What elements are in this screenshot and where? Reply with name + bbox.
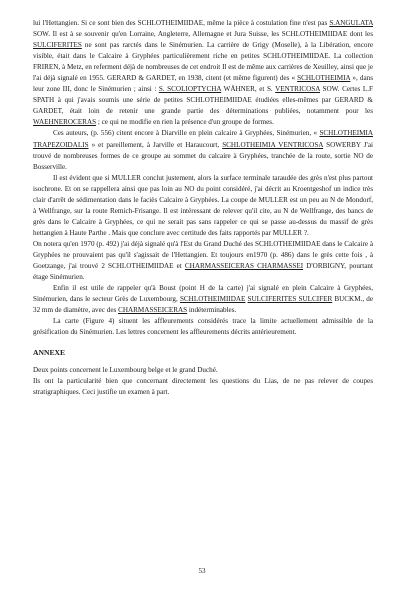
text-run: SOW. Certes L.F SPATH à qui j'avais soumis une série de petites SCHLOTHEIMIIDAE étudiées elles-mêmes par GERARD & GARDET, était loin de retenir une grande partie des déterminations publiées, notamment pour les [33, 85, 373, 116]
underlined-taxon: SCHLOTHEIMIA TRAPEZOIDALIS [33, 129, 373, 149]
page-number: 53 [198, 567, 206, 575]
paragraph-a1 [33, 365, 373, 376]
paragraph-p2 [33, 128, 373, 172]
text-run: » et pareillement, à Jarville et Haraucourt, [88, 140, 223, 149]
underlined-taxon: SCHLOTHEIMIIDAE [179, 295, 246, 304]
paragraph-p4 [33, 239, 373, 283]
text-run: La carte (Figure 4) situent les affleurements considérés trace la limite actuellement admissible de la grésification du Sinémurien. Les lettres concernent les affleurements décrits antérieurement. [33, 317, 373, 337]
text-run: Deux points concernent le Luxembourg belge et le grand Duché. [33, 366, 218, 375]
text-run: Il est évident que si MULLER conclut justement, alors la surface terminale taraudée des grès n'est plus partout isochrone. Et on se rappellera ainsi que pas loin au NO du point considéré, j'ai décrit au Kroentgeshof un indice très clair d'arrêt de sédimentation dans le faciès Calcaire à Gryphées. La coupe de MULLER est un peu au N de Mondorf, à Wellfrange, sur la route Remich-Frisange. Il est intéressant de relever qu'il cite, au N de Wellfrange, des bancs de grès dans le Calcaire à Gryphées, ce qui ne serait pas sans rappeler ce qui se passe au-dessus du massif de grès hettangien à Haute Parthe . Mais que conclure avec certitude des faits rapportés par MULLER ?. [33, 173, 373, 237]
text-run: indéterminables. [187, 306, 237, 315]
underlined-taxon: CHARMASSEICERAS CHARMASSEI [184, 262, 304, 271]
paragraph-p5 [33, 283, 373, 316]
underlined-taxon: S.ANGULATA [329, 19, 373, 27]
text-run: On notera qu'en 1970 (p. 492) j'ai déjà signalé qu'à l'Est du Grand Duché des SCHLOTHEIMIIDAE dans le Calcaire à Gryphées ne prouvaient pas qu'il s'agissait de l'Hettangien. Et toujours en1970 (p. 486) dans le grès cette fois , à Goetzange, j'ai trouvé 2 SCHLOTHEIMIIDAE et [33, 239, 373, 271]
underlined-taxon: SCHLOTHEIMIA VENTRICOSA [222, 140, 324, 149]
underlined-taxon: VENTRICOSA [275, 85, 320, 94]
text-run: lui l'Hettangien. Si ce sont bien des SCHLOTHEIMIIDAE, même la pièce à costulation fine n'est pas [33, 19, 330, 27]
annex-text [33, 365, 373, 398]
document-page [33, 18, 373, 399]
underlined-taxon: SULCIFERITES SULCIFER [247, 295, 333, 304]
text-run: Ils ont la particularité bien que concernant directement les questions du Lias, de ne pas relever de coupes stratigraphiques. Ceci justifie un examen à part. [33, 377, 373, 397]
underlined-taxon: CHARMASSEICERAS [118, 306, 188, 315]
body-text [33, 18, 373, 338]
paragraph-p3 [33, 173, 373, 239]
underlined-taxon: SCHLOTHEIMIA [297, 74, 351, 83]
paragraph-p1 [33, 18, 373, 128]
paragraph-p6 [33, 316, 373, 338]
text-run: SOW. Il est à se souvenir qu'en Lorraine, Angleterre, Allemagne et Jura Suisse, les SCHLOTHEIMIIDAE dont les [33, 30, 373, 39]
paragraph-a2 [33, 376, 373, 398]
text-run: SOWERBY J'ai trouvé de nombreuses formes de ce groupe au sommet du calcaire à Gryphées, tranchée de la route, sortie NO de Bosserville. [33, 140, 373, 171]
text-run: ; ce qui ne modifie en rien la présence d'un groupe de formes. [96, 118, 274, 127]
text-run: WÄHNER, et S. [221, 85, 276, 94]
underlined-taxon: S. SCOLIOPTYCHA [158, 85, 222, 94]
text-run: Enfin il est utile de rappeler qu'à Boust (point H de la carte) j'ai signalé en plein Calcaire à Gryphées, Sinémurien, dans le secteur Grès de Luxembourg, [33, 284, 373, 304]
text-run: Ces auteurs, (p. 556) citent encore à Diarville en plein calcaire à Gryphées, Sinémurien, « [53, 129, 320, 138]
text-run: ne sont pas rarctés dans le Sinémurien. La carrière de Grigy (Moselle), à la Libération, encore visible, était dans le Calcaire à Gryphées particulièrement riche en petites SCHLOTHEIMIIDAE. La collection FRIREN, à Metz, en referment déjà de nombreuses de cet endroit Il est de même aux carrières de Xeuilley, ainsi que je l'ai déjà signalé en 1955. GERARD & GARDET, en 1938, citent (et même figurent) des « [33, 41, 373, 83]
text-run: », dans leur zone III, donc le Sinémurien ; ainsi : [33, 74, 374, 94]
underlined-taxon: WAEHNEROCERAS [33, 118, 97, 127]
text-run: D'ORBIGNY, pourtant étage Sinémurien. [33, 262, 373, 282]
annex-heading: ANNEXE [33, 348, 66, 358]
underlined-taxon: SULCIFERITES [33, 41, 82, 50]
text-run: BUCKM., de 32 mm de diamètre, avec des [33, 295, 374, 315]
